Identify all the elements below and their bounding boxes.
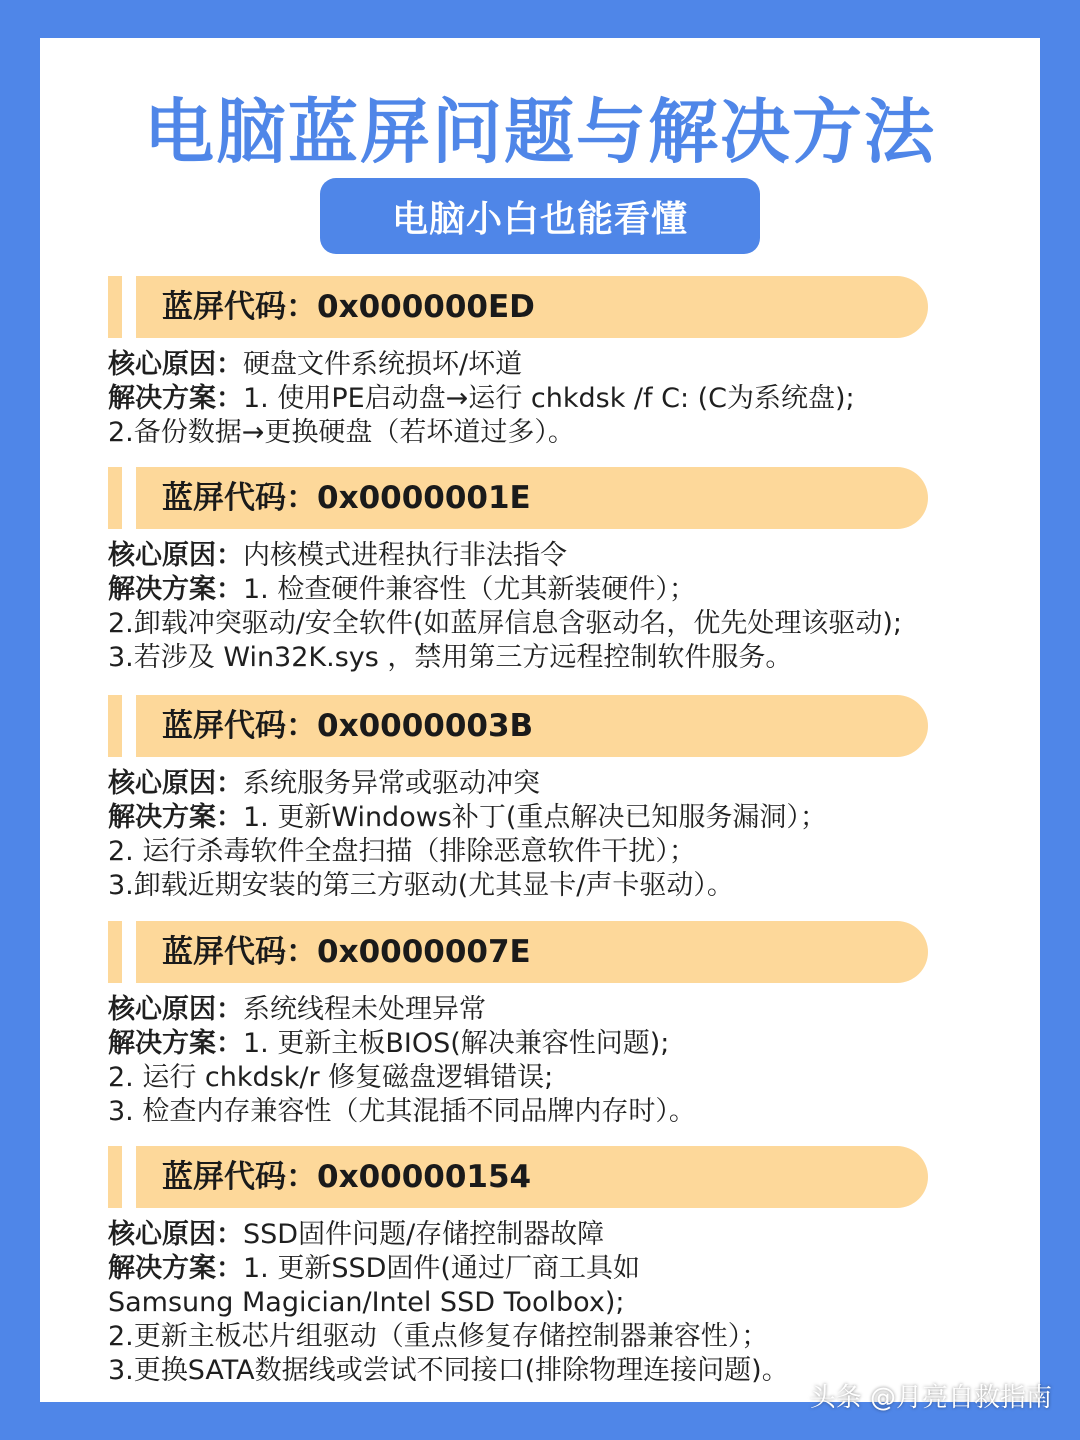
section-body bbox=[108, 993, 1038, 1129]
solution-line bbox=[108, 1252, 1038, 1286]
solution-label: 解决方案： bbox=[108, 1028, 243, 1059]
cause-line bbox=[108, 767, 1038, 801]
code-label: 蓝屏代码：0x00000154 bbox=[162, 1159, 532, 1195]
solution-label: 解决方案： bbox=[108, 383, 243, 414]
source-watermark: 头条 @月亮自救指南 bbox=[809, 1383, 1052, 1413]
code-accent-bar bbox=[108, 695, 122, 757]
cause-line bbox=[108, 993, 1038, 1027]
cause-line bbox=[108, 348, 1038, 382]
cause-label: 核心原因： bbox=[108, 1219, 243, 1250]
solution-line bbox=[108, 573, 1038, 607]
bsod-section bbox=[108, 1146, 1038, 1388]
solution-step: 3.卸载近期安装的第三方驱动(尤其显卡/声卡驱动）。 bbox=[108, 870, 734, 901]
code-header bbox=[108, 695, 1038, 757]
subtitle-badge: 电脑小白也能看懂 bbox=[320, 178, 760, 254]
code-accent-bar bbox=[108, 276, 122, 338]
solution-label: 解决方案： bbox=[108, 1253, 243, 1284]
solution-step: 1. 更新Windows补丁(重点解决已知服务漏洞）； bbox=[243, 802, 827, 833]
cause-text: SSD固件问题/存储控制器故障 bbox=[243, 1219, 605, 1250]
solution-step: 3.更换SATA数据线或尝试不同接口(排除物理连接问题)。 bbox=[108, 1355, 789, 1386]
cause-line bbox=[108, 539, 1038, 573]
bsod-section bbox=[108, 467, 1038, 675]
solution-line bbox=[108, 382, 1038, 416]
solution-step: 2. 运行杀毒软件全盘扫描（排除恶意软件干扰）； bbox=[108, 836, 696, 867]
cause-label: 核心原因： bbox=[108, 349, 243, 380]
solution-step: 1. 更新主板BIOS(解决兼容性问题); bbox=[243, 1028, 670, 1059]
solution-step: 1. 使用PE启动盘→运行 chkdsk /f C: (C为系统盘); bbox=[243, 383, 855, 414]
page-title: 电脑蓝屏问题与解决方法 bbox=[144, 91, 936, 173]
section-body bbox=[108, 1218, 1038, 1388]
solution-line bbox=[108, 1027, 1038, 1061]
bsod-section bbox=[108, 695, 1038, 903]
solution-label: 解决方案： bbox=[108, 802, 243, 833]
solution-label: 解决方案： bbox=[108, 574, 243, 605]
code-label: 蓝屏代码：0x0000003B bbox=[162, 708, 534, 744]
bsod-section bbox=[108, 276, 1038, 450]
cause-label: 核心原因： bbox=[108, 768, 243, 799]
code-accent-bar bbox=[108, 921, 122, 983]
code-label: 蓝屏代码：0x000000ED bbox=[162, 289, 535, 325]
code-accent-bar bbox=[108, 467, 122, 529]
cause-line bbox=[108, 1218, 1038, 1252]
code-header bbox=[108, 276, 1038, 338]
cause-label: 核心原因： bbox=[108, 994, 243, 1025]
code-header bbox=[108, 921, 1038, 983]
solution-line bbox=[108, 801, 1038, 835]
code-label: 蓝屏代码：0x0000007E bbox=[162, 934, 531, 970]
cause-text: 系统线程未处理异常 bbox=[243, 994, 486, 1025]
solution-step: 3. 检查内存兼容性（尤其混插不同品牌内存时）。 bbox=[108, 1096, 696, 1127]
section-body bbox=[108, 348, 1038, 450]
cause-text: 内核模式进程执行非法指令 bbox=[243, 540, 567, 571]
cause-text: 系统服务异常或驱动冲突 bbox=[243, 768, 540, 799]
solution-step: 2.更新主板芯片组驱动（重点修复存储控制器兼容性）； bbox=[108, 1321, 769, 1352]
section-body bbox=[108, 539, 1038, 675]
section-body bbox=[108, 767, 1038, 903]
code-label: 蓝屏代码：0x0000001E bbox=[162, 480, 531, 516]
cause-label: 核心原因： bbox=[108, 540, 243, 571]
solution-step: 1. 更新SSD固件(通过厂商工具如 bbox=[243, 1253, 640, 1284]
solution-step: 1. 检查硬件兼容性（尤其新装硬件）； bbox=[243, 574, 696, 605]
solution-step: Samsung Magician/Intel SSD Toolbox); bbox=[108, 1287, 625, 1318]
code-header bbox=[108, 1146, 1038, 1208]
solution-step: 2. 运行 chkdsk/r 修复磁盘逻辑错误; bbox=[108, 1062, 554, 1093]
code-accent-bar bbox=[108, 1146, 122, 1208]
solution-step: 2.备份数据→更换硬盘（若坏道过多）。 bbox=[108, 417, 575, 448]
cause-text: 硬盘文件系统损坏/坏道 bbox=[243, 349, 523, 380]
bsod-section bbox=[108, 921, 1038, 1129]
code-header bbox=[108, 467, 1038, 529]
solution-step: 2.卸载冲突驱动/安全软件(如蓝屏信息含驱动名，优先处理该驱动); bbox=[108, 608, 903, 639]
solution-step: 3.若涉及 Win32K.sys ，禁用第三方远程控制软件服务。 bbox=[108, 642, 793, 673]
